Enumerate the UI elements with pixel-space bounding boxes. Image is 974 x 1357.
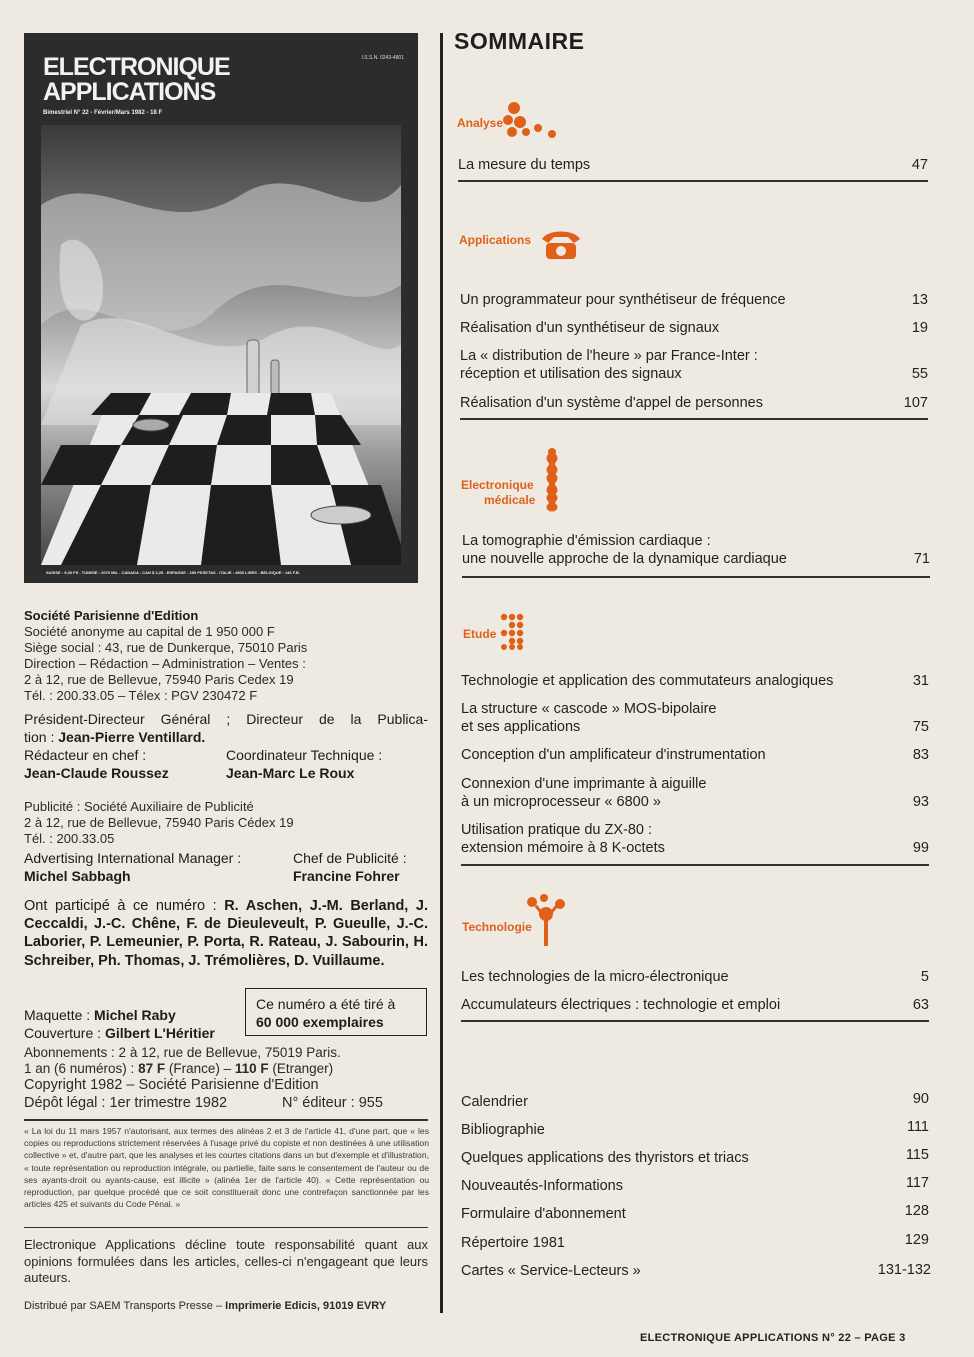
depot-legal: Dépôt légal : 1er trimestre 1982	[24, 1095, 228, 1111]
toc-entry[interactable]: La « distribution de l'heure » par France-Inter : réception et utilisation des signaux 55	[460, 348, 928, 382]
toc-entry[interactable]: Réalisation d'un synthétiseur de signaux 19	[460, 320, 928, 336]
chip-dots-icon	[496, 612, 526, 650]
cover-title: ELECTRONIQUE APPLICATIONS	[43, 53, 230, 106]
adv-label: Advertising International Manager :	[24, 850, 242, 866]
publicite-line: Tél. : 200.33.05	[24, 831, 115, 846]
president-name: Jean-Pierre Ventillard.	[58, 729, 206, 745]
section-applications-label: Applications	[459, 233, 532, 247]
toc-entry[interactable]: La tomographie d'émission cardiaque : une nouvelle approche de la dynamique cardiaque 71	[462, 533, 930, 567]
publicite-line: 2 à 12, rue de Bellevue, 75940 Paris Cédex 19	[24, 815, 294, 830]
section-rule	[458, 180, 928, 182]
section-analyse-label: Analyse	[457, 116, 504, 130]
toc-entry[interactable]: Conception d'un amplificateur d'instrumentation 83	[461, 747, 929, 763]
chef-label: Chef de Publicité :	[293, 850, 407, 866]
publisher-line: Tél. : 200.33.05 – Télex : PGV 230472 F	[24, 688, 258, 703]
maquette-line: Maquette : Michel Raby	[24, 1007, 176, 1023]
toc-entry[interactable]: Formulaire d'abonnement 128	[461, 1203, 929, 1222]
toc-entry[interactable]: La mesure du temps 47	[458, 157, 928, 173]
section-rule	[460, 418, 928, 420]
publicite-line: Publicité : Société Auxiliaire de Publicité	[24, 799, 254, 814]
couverture-name: Gilbert L'Héritier	[104, 1025, 215, 1041]
maquette-name: Michel Raby	[94, 1007, 176, 1023]
toc-entry[interactable]: Bibliographie 111	[461, 1119, 929, 1138]
toc-entry[interactable]: Quelques applications des thyristors et triacs 115	[461, 1147, 929, 1166]
section-technologie-label: Technologie	[462, 920, 532, 934]
adv-name: Michel Sabbagh	[24, 868, 131, 884]
cover-image	[24, 33, 418, 583]
couverture-line: Couverture : Gilbert L'Héritier	[24, 1025, 215, 1041]
toc-entry[interactable]: Technologie et application des commutateurs analogiques 31	[461, 673, 929, 689]
section-rule	[461, 1020, 929, 1022]
cover-issn: I.S.S.N. 0243-4801	[361, 55, 404, 61]
toc-entry[interactable]: Un programmateur pour synthétiseur de fréquence 13	[460, 292, 928, 308]
toc-entry[interactable]: Réalisation d'un système d'appel de personnes 107	[460, 395, 928, 411]
toc-entry[interactable]: Les technologies de la micro-électronique 5	[461, 969, 929, 985]
section-rule	[462, 576, 930, 578]
president-line: tion : Jean-Pierre Ventillard.	[24, 729, 206, 745]
legal-notice: « La loi du 11 mars 1957 n'autorisant, aux termes des alinéas 2 et 3 de l'article 41, d'une part, que « les copies ou reproductions strictement réservées à l'usage privé du copiste et non destinées à une utilisation collective » et, d'autre part, que les analyses et les courtes citations dans un but d'exemple et d'illustration, « toute représentation ou reproduction intégrale, ou partielle, faite sans le consentement de l'auteur ou de ses ayants-droit ou ayants-cause, est illicite » (alinéa 1er de l'article 40). « Cette représentation ou reproduction, par quelque procédé que ce soit constituerait donc une contrefaçon sanctionnée par les articles 425 et suivants du Code Pénal. »	[24, 1126, 429, 1210]
toc-entry[interactable]: Cartes « Service-Lecteurs » 131-132	[461, 1262, 931, 1279]
publisher-line: 2 à 12, rue de Bellevue, 75940 Paris Cedex 19	[24, 672, 294, 687]
toc-entry[interactable]: Calendrier 90	[461, 1091, 929, 1110]
toc-entry[interactable]: Connexion d'une imprimante à aiguille à un microprocesseur « 6800 » 93	[461, 776, 929, 810]
cover-illustration	[41, 125, 401, 565]
president-label: Président-Directeur Général ; Directeur de la Publica-	[24, 711, 428, 727]
toc-entry[interactable]: Accumulateurs électriques : technologie et emploi 63	[461, 997, 929, 1013]
toc-entry[interactable]: Utilisation pratique du ZX-80 : extension mémoire à 8 K-octets 99	[461, 822, 929, 856]
credits-names: R. Aschen, J.-M. Berland, J. Ceccaldi, J.-C. Chêne, F. de Dieuleveult, P. Gueulle, J.-C. Laborier, P. Lemeunier, P. Porta, R. Rateau, J. Sabourin, H. Schreiber, Ph. Thomas, J. Trémolières, D. Vuillaume.	[24, 898, 429, 969]
section-etude-label: Etude	[463, 627, 497, 641]
section-rule	[461, 864, 929, 866]
sommaire-title: SOMMAIRE	[454, 28, 585, 54]
publisher-line: Société anonyme au capital de 1 950 000 F	[24, 624, 275, 639]
cover-prices: SUISSE : 9,00 FS - TUNISIE : 2070 MIL - CANADA : CAN $ 3,25 - ESPAGNE : 250 PESETAS - ITALIE : 4800 LIRES - BELGIQUE : 146 F.B.	[46, 570, 300, 575]
section-medicale-label: Electronique	[461, 478, 534, 492]
caduceus-icon	[538, 448, 566, 512]
molecule-icon	[500, 100, 562, 142]
publisher-line: Siège social : 43, rue de Dunkerque, 75010 Paris	[24, 640, 308, 655]
toc-entry[interactable]: La structure « cascode » MOS-bipolaire et ses applications 75	[461, 701, 929, 735]
disclaimer: Electronique Applications décline toute responsabilité quant aux opinions formulées dans les articles, celles-ci n'engageant que leurs auteurs.	[24, 1237, 428, 1285]
column-rule	[440, 33, 443, 1313]
cover-issue: Bimestriel N° 22 - Février/Mars 1982 - 18 F	[43, 110, 163, 116]
publisher-line: Direction – Rédaction – Administration – Ventes :	[24, 656, 306, 671]
redacteur-label: Rédacteur en chef :	[24, 747, 147, 763]
page-footer: ELECTRONIQUE APPLICATIONS N° 22 – PAGE 3	[640, 1332, 906, 1344]
credits: Ont participé à ce numéro : R. Aschen, J.-M. Berland, J. Ceccaldi, J.-C. Chêne, F. de Dieuleveult, P. Gueulle, J.-C. Laborier, P. Lemeunier, P. Porta, R. Rateau, J. Sabourin, H. Schreiber, Ph. Thomas, J. Trémolières, D. Vuillaume.	[24, 898, 429, 969]
abonnements-prices: 1 an (6 numéros) : 87 F (France) – 110 F (Etranger)	[24, 1061, 334, 1076]
transistor-icon	[526, 894, 568, 948]
chef-name: Francine Fohrer	[293, 868, 400, 884]
redacteur-name: Jean-Claude Roussez	[24, 765, 169, 781]
telephone-icon	[540, 229, 582, 261]
coordinateur-label: Coordinateur Technique :	[226, 747, 383, 763]
coordinateur-name: Jean-Marc Le Roux	[226, 765, 355, 781]
distribution-line: Distribué par SAEM Transports Presse – Imprimerie Edicis, 91019 EVRY	[24, 1300, 387, 1312]
numero-editeur: N° éditeur : 955	[282, 1095, 383, 1111]
publisher-name: Société Parisienne d'Edition	[24, 608, 199, 623]
tirage-box: Ce numéro a été tiré à 60 000 exemplaires	[245, 988, 427, 1036]
section-medicale-label: médicale	[484, 493, 536, 507]
copyright: Copyright 1982 – Société Parisienne d'Edition	[24, 1077, 319, 1093]
abonnements-address: Abonnements : 2 à 12, rue de Bellevue, 75019 Paris.	[24, 1045, 341, 1060]
divider	[24, 1227, 428, 1228]
divider	[24, 1119, 428, 1121]
toc-entry[interactable]: Nouveautés-Informations 117	[461, 1175, 929, 1194]
toc-entry[interactable]: Répertoire 1981 129	[461, 1232, 929, 1251]
